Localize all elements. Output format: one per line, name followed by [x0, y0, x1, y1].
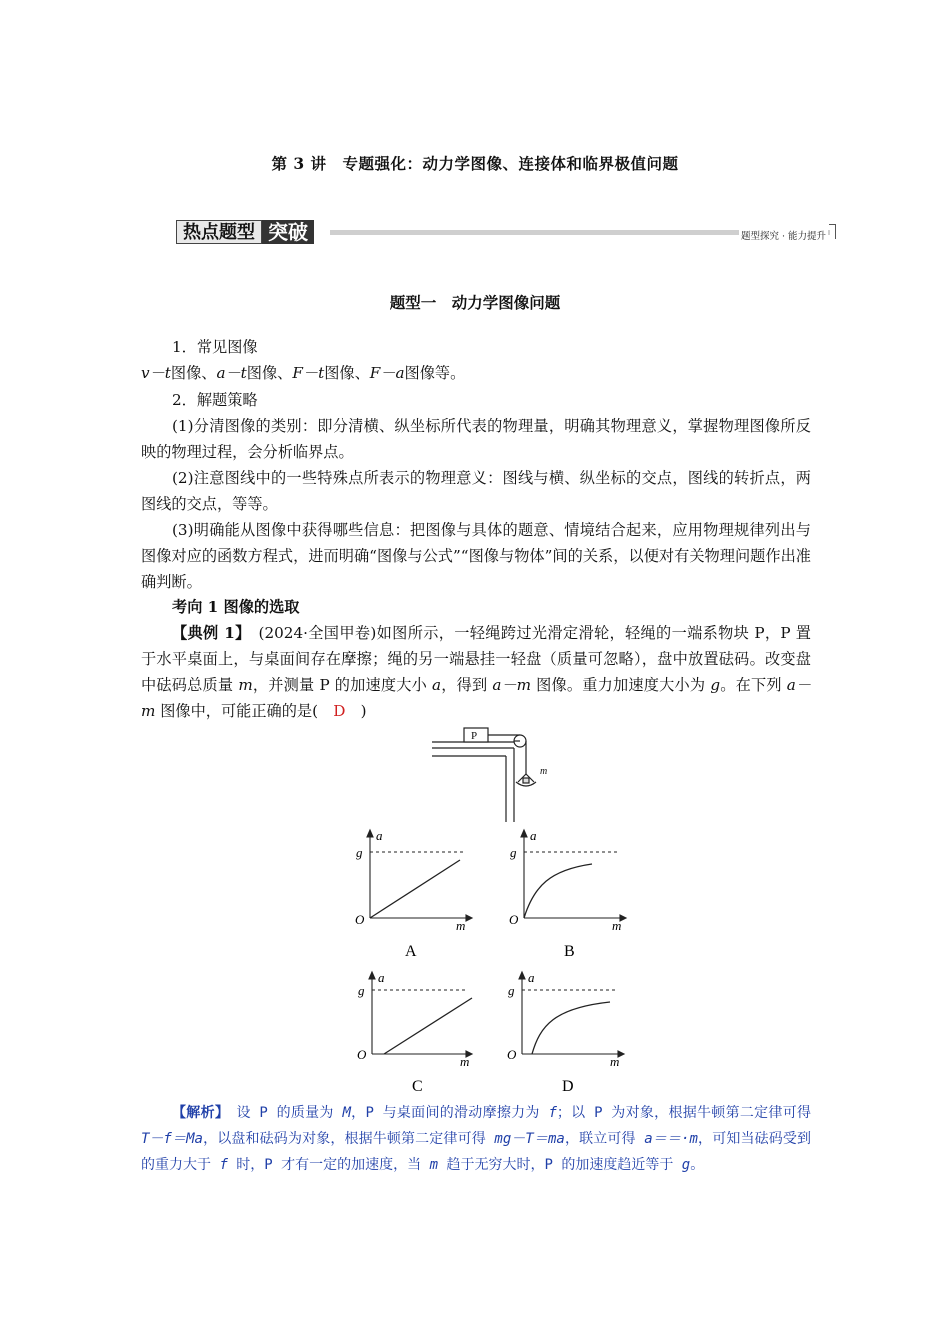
x-arrow-icon	[466, 915, 472, 921]
section-heading: 题型一 动力学图像问题	[389, 293, 561, 312]
example-text: 【典例 1】 (2024·全国甲卷)如图所示，一轻绳跨过光滑定滑轮，轻绳的一端系物块 P，P 置于水平桌面上，与桌面间存在摩擦；绳的另一端悬挂一轻盘（质量可忽略），盘中放置砝码。改变盘中砝码总质量 m，并测量 P 的加速度大小 a，得到 a－m 图像。重力加速度大小为 g。在下列 a－m 图像中，可能正确的是( D )	[141, 624, 812, 720]
equation-2: mg－T＝ma	[494, 1131, 565, 1147]
graph-d-curve	[532, 1002, 610, 1054]
y-label: a	[378, 970, 385, 985]
banner-right-label: 题型探究 · 能力提升	[739, 228, 828, 242]
graph-b-curve	[524, 864, 592, 918]
analysis-label: 【解析】	[172, 1105, 223, 1121]
x-label: m	[612, 918, 622, 933]
graph-c	[352, 968, 482, 1098]
mass-label: m	[540, 766, 548, 777]
block-label: P	[471, 730, 478, 742]
weight-icon	[523, 778, 529, 783]
apparatus-figure	[428, 724, 568, 824]
analysis-text: 【解析】 设 P 的质量为 M，P 与桌面间的滑动摩擦力为 f；以 P 为对象，根据牛顿第二定律可得 T－f＝Ma，以盘和砝码为对象，根据牛顿第二定律可得 mg－T＝ma，联立可得 a＝＝·m，可知当砝码受到的重力大于 f 时，P 才有一定的加速度，当 m 趋于无穷大时，P 的加速度趋近等于 g。	[141, 1105, 812, 1173]
page-title: 第 3 讲 专题强化：动力学图像、连接体和临界极值问题	[271, 154, 679, 173]
banner-tag	[176, 220, 314, 244]
direction-label: 考向 1 图像的选取	[172, 598, 300, 616]
graph-a-curve	[370, 860, 460, 918]
graph-a-caption: A	[405, 943, 417, 960]
graph-d	[502, 968, 632, 1098]
common-graphs-heading: 1．常见图像	[172, 338, 258, 356]
graph-c-caption: C	[412, 1078, 423, 1095]
graph-b	[504, 826, 634, 962]
graph-d-caption: D	[562, 1078, 574, 1095]
example-label: 【典例 1】	[172, 624, 244, 642]
y-arrow-icon	[519, 972, 525, 979]
section-banner	[172, 216, 836, 248]
g-label: g	[358, 983, 365, 998]
banner-tag-left: 热点题型	[176, 220, 262, 244]
strategy-p1: (1)分清图像的类别：即分清横、纵坐标所代表的物理量，明确其物理意义，掌握物理图像所反映的物理过程，会分析临界点。	[141, 417, 811, 461]
y-arrow-icon	[367, 830, 373, 837]
x-label: m	[456, 918, 466, 933]
strategy-p2: (2)注意图线中的一些特殊点所表示的物理意义：图线与横、纵坐标的交点，图线的转折点，两图线的交点，等等。	[141, 469, 811, 513]
origin-label: O	[509, 912, 519, 927]
graph-type-vt: v－t	[141, 364, 171, 382]
g-label: g	[510, 845, 517, 860]
origin-label: O	[355, 912, 365, 927]
banner-hook	[829, 224, 836, 239]
origin-label: O	[357, 1047, 367, 1062]
graph-type-at: a－t	[216, 364, 247, 382]
origin-label: O	[507, 1047, 517, 1062]
y-arrow-icon	[369, 972, 375, 979]
graph-type-fa: F－a	[369, 364, 405, 382]
banner-tag-right: 突破	[262, 220, 314, 244]
graph-type-ft: F－t	[292, 364, 325, 382]
g-label: g	[356, 845, 363, 860]
graph-a	[350, 826, 480, 962]
g-label: g	[508, 983, 515, 998]
graph-c-curve	[384, 998, 472, 1054]
y-label: a	[530, 828, 537, 843]
y-label: a	[528, 970, 535, 985]
graph-b-caption: B	[564, 943, 575, 960]
y-arrow-icon	[521, 830, 527, 837]
strategy-heading: 2．解题策略	[172, 391, 258, 409]
x-label: m	[610, 1054, 620, 1069]
y-label: a	[376, 828, 383, 843]
common-graphs-list: v－t图像、a－t图像、F－t图像、F－a图像等。	[141, 364, 466, 382]
equation-1: T－f＝Ma	[141, 1131, 203, 1147]
example-source: (2024·全国甲卷)	[258, 624, 377, 642]
equation-3: a＝＝·m	[644, 1131, 698, 1147]
x-label: m	[460, 1054, 470, 1069]
strategy-p3: (3)明确能从图像中获得哪些信息：把图像与具体的题意、情境结合起来，应用物理规律列出与图像对应的函数方程式，进而明确“图像与公式”“图像与物体”间的关系，以便对有关物理问题作出准确判断。	[141, 521, 811, 591]
example-answer: D	[333, 702, 346, 720]
